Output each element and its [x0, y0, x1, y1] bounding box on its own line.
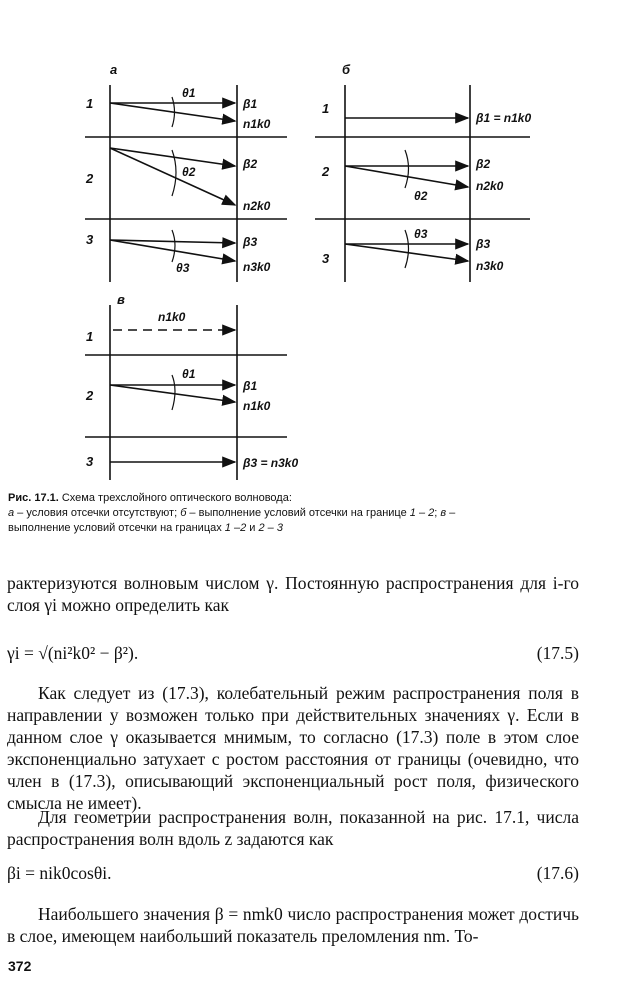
caption-text: – выполнение условий отсечки на границе — [186, 507, 410, 519]
nk-label: n3k0 — [476, 259, 504, 273]
beta-equals-label: β3 = n3k0 — [243, 456, 299, 470]
layer-label: 2 — [86, 171, 94, 186]
equation-17-6 — [7, 863, 579, 884]
panel-a — [85, 85, 287, 282]
panel-a-label: а — [110, 62, 118, 77]
caption-text: и — [246, 522, 259, 534]
beta-label: β3 — [476, 237, 491, 251]
beta-label: β2 — [243, 157, 258, 171]
paragraph: Как следует из (17.3), колебательный режим распространения поля в направлении y возможен только при действительных значениях γ. Если в данном слое γ оказывается мнимым, то согласно (17.3) поле в этом слое экспоненциально затухает с ростом расстояния от границы (очевидно, что член в (17.3), описывающий экспоненциальный рост поля, физического смысла не имеет). — [7, 683, 579, 813]
caption-item: 2 – 3 — [258, 522, 283, 534]
layer-label: 2 — [322, 164, 330, 179]
page-number: 372 — [8, 958, 32, 974]
layer-label: 3 — [86, 454, 94, 469]
theta-label: θ1 — [182, 367, 196, 381]
waveguide-figure — [0, 0, 630, 480]
caption-text: Схема трехслойного оптического волновода: — [61, 492, 292, 504]
theta-label: θ3 — [414, 227, 428, 241]
nk-label: n1k0 — [243, 399, 271, 413]
equation-body: βi = nik0cosθi. — [7, 863, 112, 883]
beta-equals-label: β1 = n1k0 — [476, 111, 532, 125]
caption-text: – условия отсечки отсутствуют; — [14, 507, 181, 519]
layer-label: 2 — [86, 388, 94, 403]
layer-label: 3 — [86, 232, 94, 247]
caption-item: 1 –2 — [224, 522, 247, 534]
theta-label: θ2 — [182, 165, 196, 179]
beta-label: β1 — [243, 379, 258, 393]
caption-item: в — [440, 507, 447, 519]
paragraph: рактеризуются волновым числом γ. Постоянную распространения для i-го слоя γi можно определить как — [7, 573, 579, 615]
theta-label: θ3 — [176, 261, 190, 275]
nk-label: n3k0 — [243, 260, 271, 274]
layer-label: 3 — [322, 251, 330, 266]
equation-17-5 — [7, 643, 579, 664]
equation-body: γi = √(ni²k0² − β²). — [7, 643, 139, 663]
caption-item: а — [8, 507, 15, 519]
caption-text: – — [446, 507, 456, 519]
caption-item: 1 – 2 — [409, 507, 435, 519]
paragraph: Для геометрии распространения волн, показанной на рис. 17.1, числа распространения волн вдоль z задаются как — [7, 807, 579, 849]
theta-label: θ2 — [414, 189, 428, 203]
caption-title: Рис. 17.1. — [8, 492, 59, 504]
layer-label: 1 — [86, 329, 94, 344]
beta-label: β1 — [243, 97, 258, 111]
beta-label: β3 — [243, 235, 258, 249]
nk-label: n2k0 — [476, 179, 504, 193]
paragraph: Наибольшего значения β = nmk0 число распространения может достичь в слое, имеющем наибольший показатель преломления nm. То- — [7, 904, 579, 946]
equation-number: (17.6) — [536, 863, 579, 883]
layer-label: 1 — [86, 96, 94, 111]
equation-number: (17.5) — [536, 643, 579, 663]
figure-caption — [8, 491, 618, 536]
caption-item: б — [180, 507, 187, 519]
beta-label: β2 — [476, 157, 491, 171]
panel-b-label: б — [342, 62, 351, 77]
nk-label: n1k0 — [243, 117, 271, 131]
caption-text: выполнение условий отсечки на границах — [8, 522, 225, 534]
nk-label: n2k0 — [243, 199, 271, 213]
theta-label: θ1 — [182, 86, 196, 100]
nk-label: n1k0 — [158, 310, 186, 324]
caption-text: ; — [434, 507, 441, 519]
layer-label: 1 — [322, 101, 330, 116]
panel-v-label: в — [117, 292, 125, 307]
